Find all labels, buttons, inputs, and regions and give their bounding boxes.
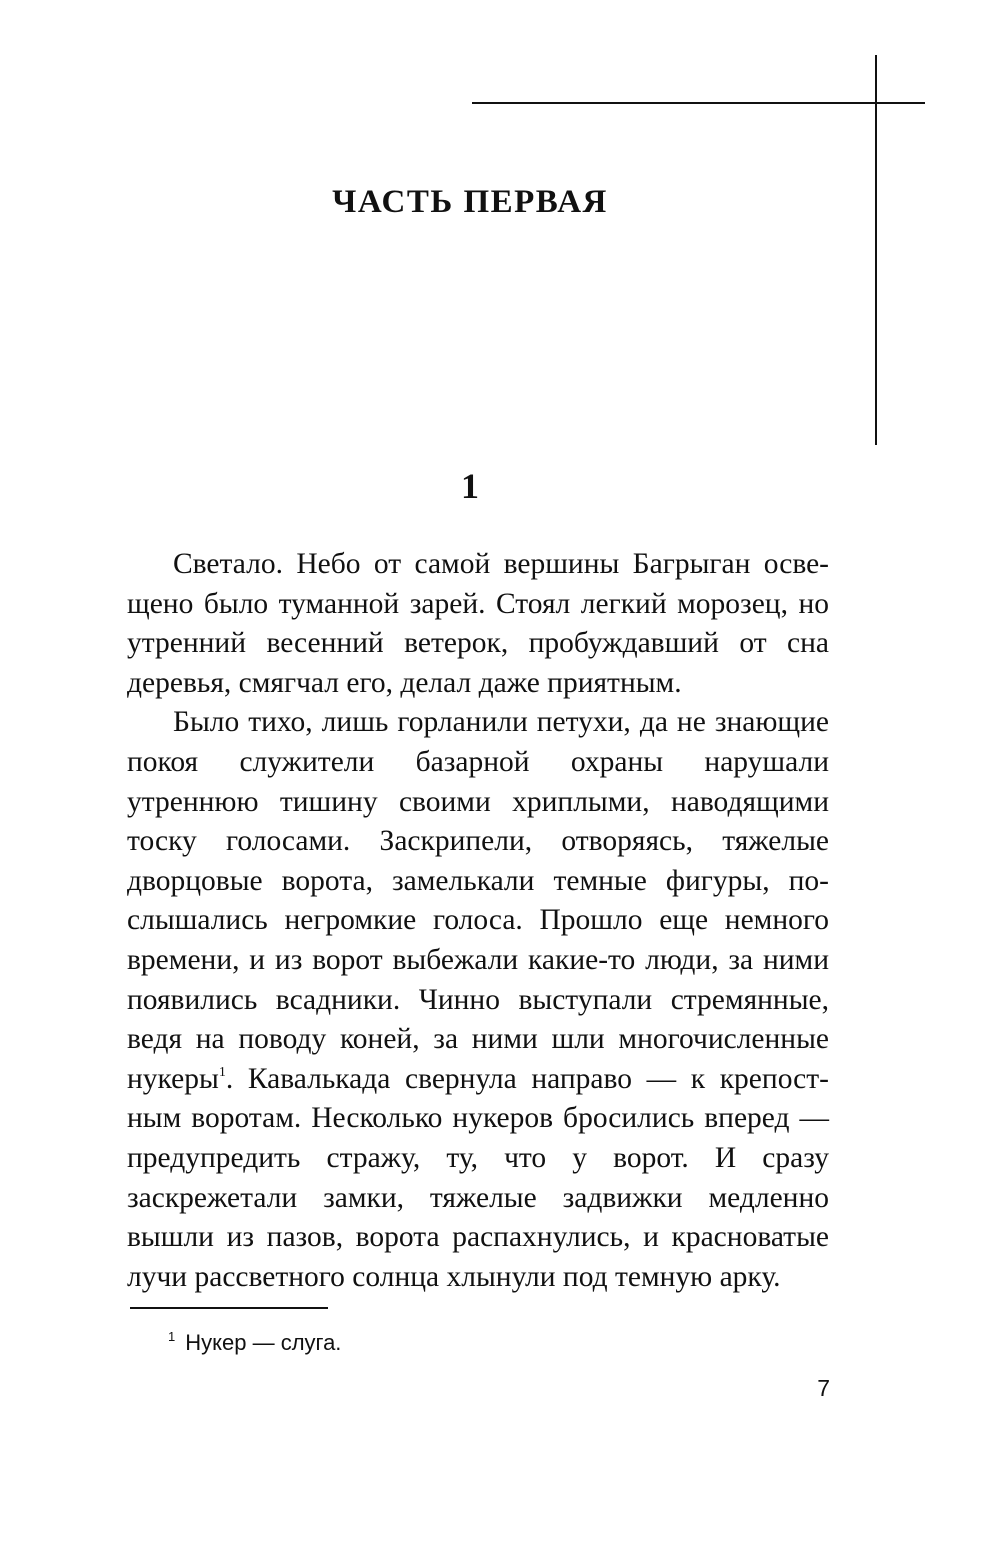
footnote-text: Нукер — слуга. bbox=[185, 1330, 342, 1355]
page-number: 7 bbox=[817, 1375, 830, 1401]
header-vertical-rule bbox=[875, 55, 877, 445]
footnote-reference[interactable]: 1 bbox=[218, 1064, 226, 1080]
body-text bbox=[127, 545, 829, 1297]
paragraph-2-text-end: . Кавалькада свернула направо — к крепостным воротам. Несколько нукеров бросились вперед — предупредить стражу, ту, что у ворот. И сразу заскрежетали замки, тяжелые задвижки медленно вышли из пазов, ворота распахнулись, и красноватые лучи рассветного солнца хлынули под темную арку. bbox=[127, 1062, 829, 1293]
part-title: ЧАСТЬ ПЕРВАЯ bbox=[332, 184, 608, 220]
footnote bbox=[168, 1330, 341, 1356]
paragraph-1: Светало. Небо от самой вершины Багрыган освещено было туманной зарей. Стоял легкий морозец, но утренний весенний ветерок, пробуждавший от сна деревья, смягчал его, делал даже приятным. bbox=[127, 548, 829, 699]
paragraph-2-text-start: Было тихо, лишь горланили петухи, да не знающие покоя служители базарной охраны нарушали утреннюю тишину своими хриплыми, наводящими тоску голосами. Заскрипели, отворяясь, тяжелые дворцовые ворота, замелькали темные фигуры, послышались негромкие голоса. Прошло еще немного времени, и из ворот выбежали какие-то люди, за ними появились всадники. Чинно выступали стремянные, ведя на поводу коней, за ними шли многочисленные нукеры bbox=[127, 706, 829, 1095]
footnote-separator bbox=[130, 1307, 328, 1309]
paragraph-2 bbox=[127, 703, 829, 1297]
chapter-number: 1 bbox=[461, 466, 479, 506]
header-horizontal-rule bbox=[472, 102, 925, 104]
footnote-marker: 1 bbox=[168, 1329, 176, 1344]
